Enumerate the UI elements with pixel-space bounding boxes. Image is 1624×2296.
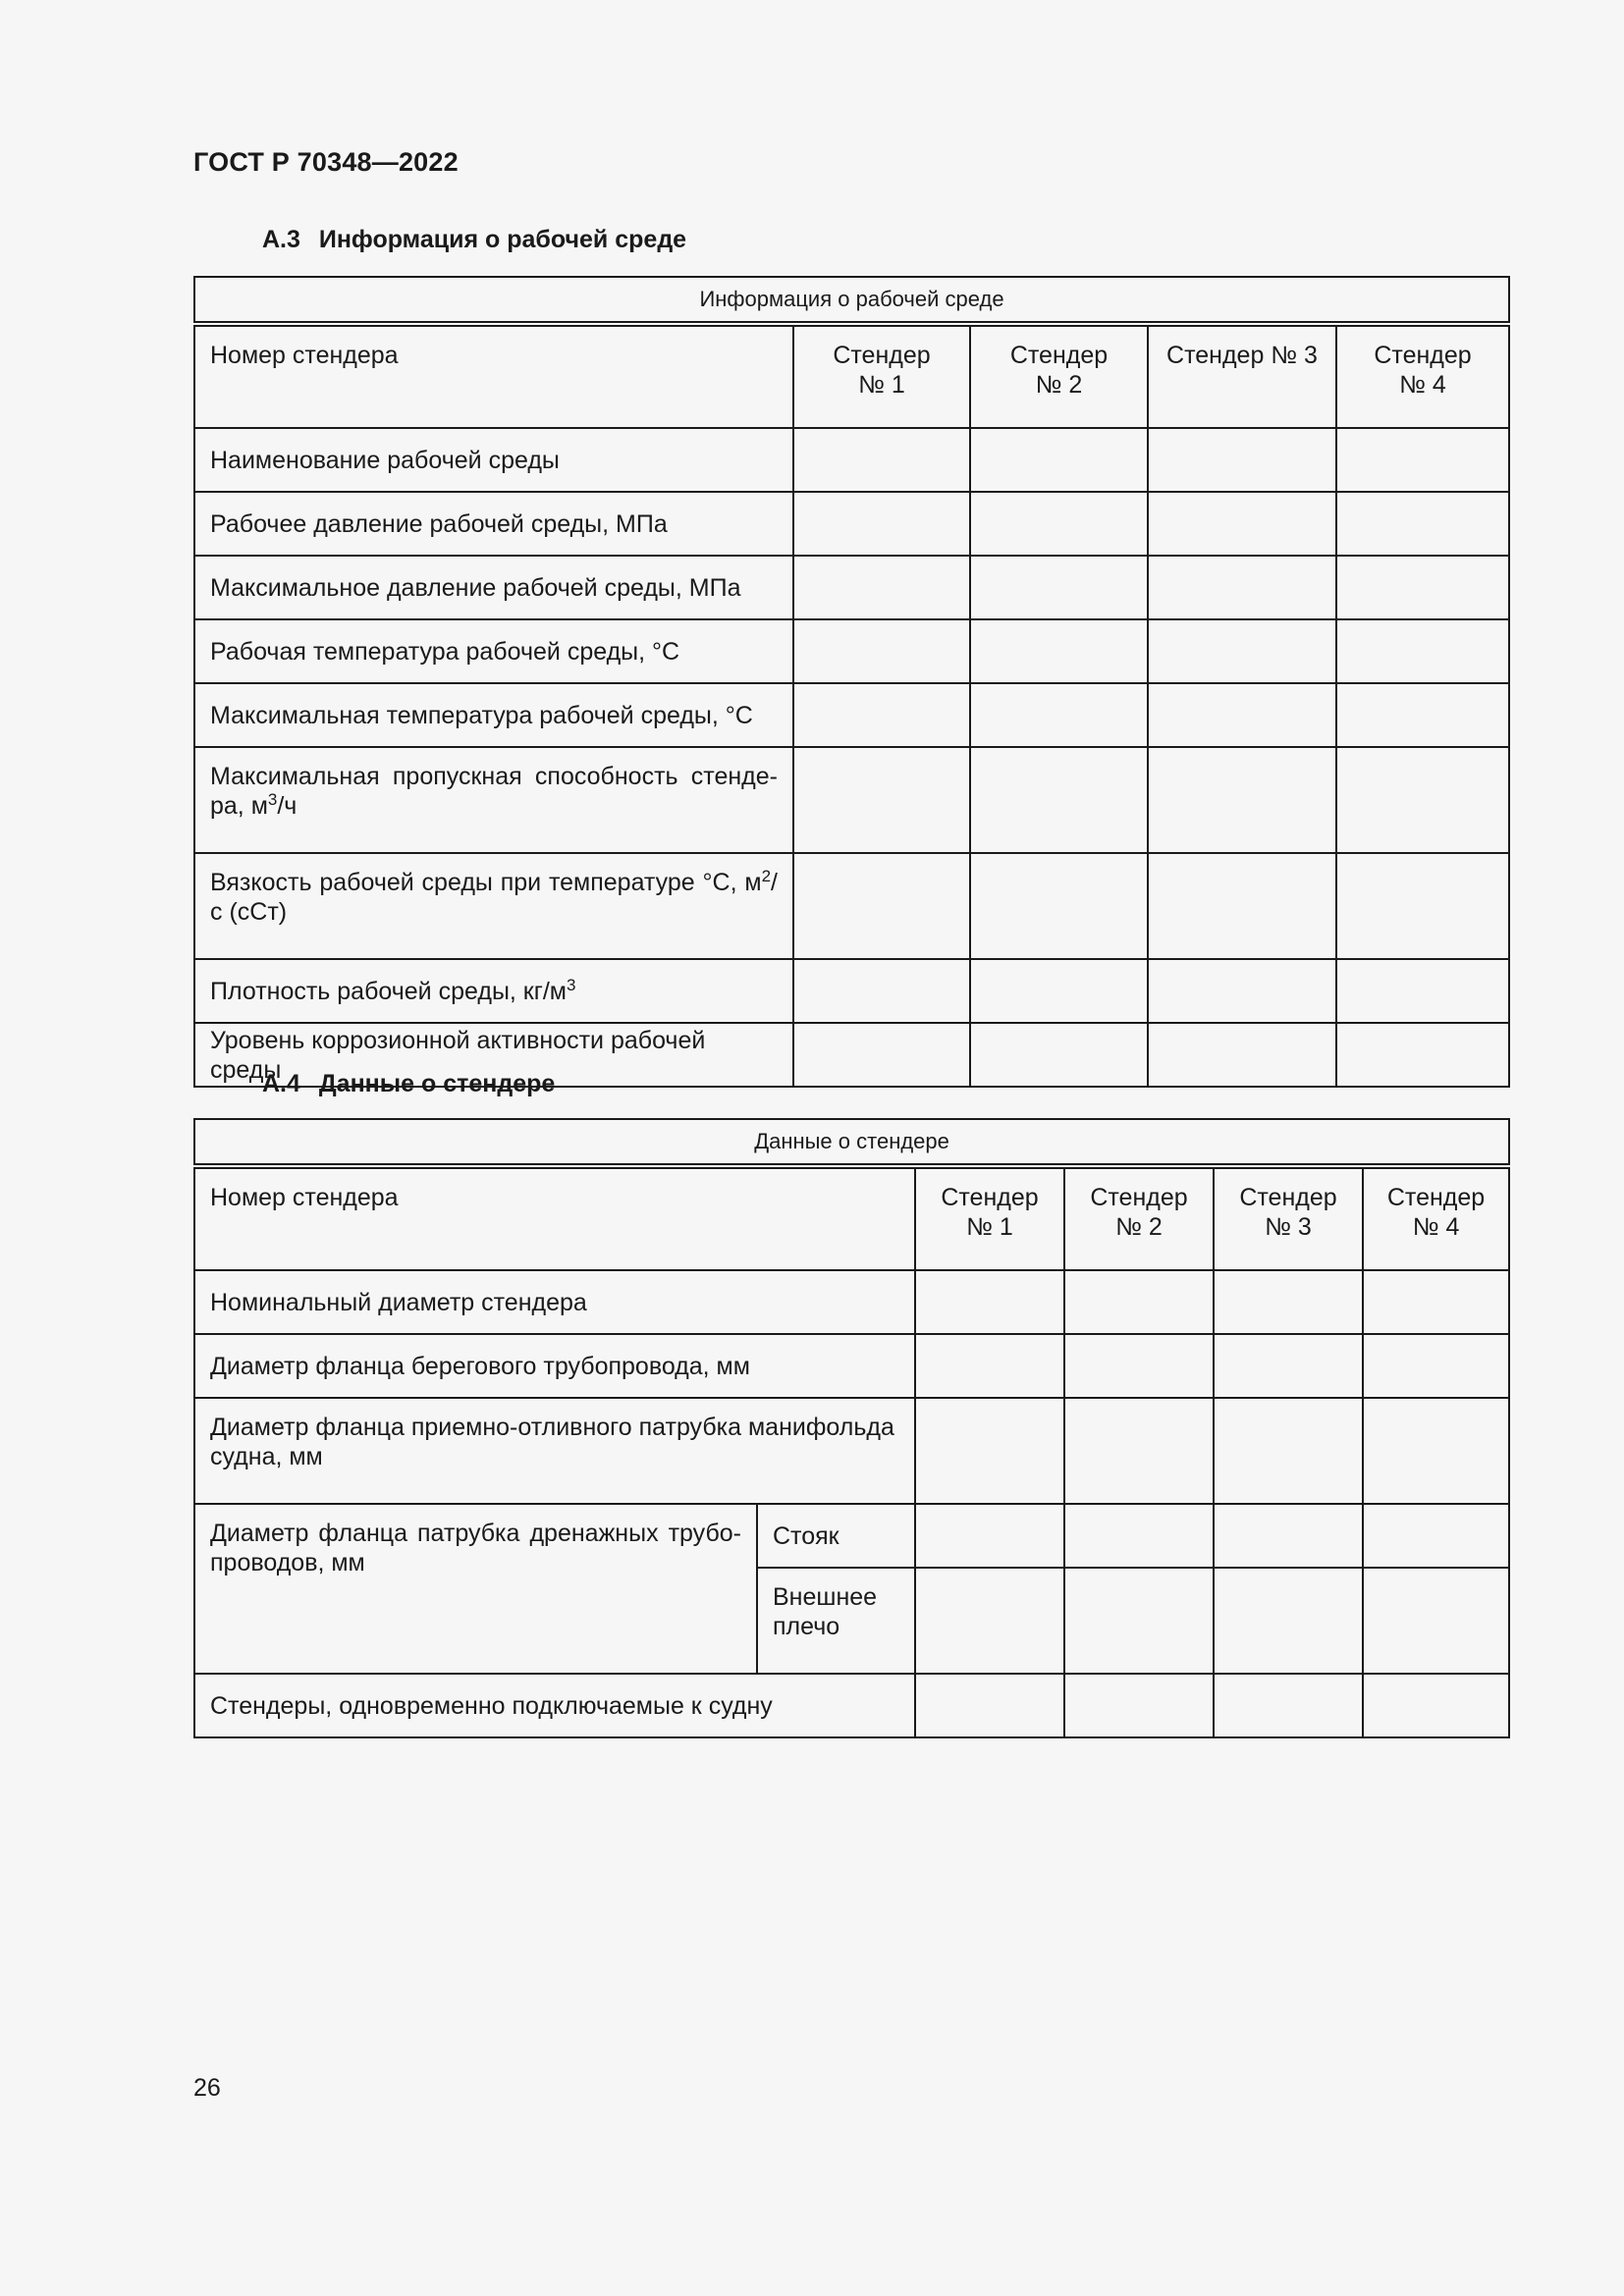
value-cell[interactable] xyxy=(1148,619,1336,683)
table-row xyxy=(194,683,1509,747)
row-label: Вязкость рабочей среды при температуре °С, $м^2/с$ (сСт) xyxy=(194,853,793,959)
value-cell[interactable] xyxy=(1336,492,1509,556)
value-cell[interactable] xyxy=(793,619,970,683)
value-cell[interactable] xyxy=(1363,1568,1509,1674)
value-cell[interactable] xyxy=(793,428,970,492)
section-a3-heading xyxy=(262,226,686,254)
value-cell[interactable] xyxy=(1148,492,1336,556)
value-cell[interactable] xyxy=(1363,1270,1509,1334)
section-a3-number: А.3 xyxy=(262,226,300,253)
table-row xyxy=(194,428,1509,492)
value-cell[interactable] xyxy=(1148,428,1336,492)
value-cell[interactable] xyxy=(970,853,1148,959)
value-cell[interactable] xyxy=(970,556,1148,619)
value-cell[interactable] xyxy=(915,1334,1064,1398)
row-label: Наименование рабочей среды xyxy=(194,428,793,492)
stender-data-table-caption: Данные о стендере xyxy=(194,1119,1509,1166)
value-cell[interactable] xyxy=(1148,853,1336,959)
row-label: Диаметр фланца патрубка дренажных трубо-проводов, мм xyxy=(194,1504,757,1674)
value-cell[interactable] xyxy=(1363,1674,1509,1737)
value-cell[interactable] xyxy=(1148,747,1336,853)
value-cell[interactable] xyxy=(915,1674,1064,1737)
table-row xyxy=(194,1270,1509,1334)
value-cell[interactable] xyxy=(1064,1398,1214,1504)
value-cell[interactable] xyxy=(1363,1504,1509,1568)
value-cell[interactable] xyxy=(915,1568,1064,1674)
value-cell[interactable] xyxy=(1336,853,1509,959)
value-cell[interactable] xyxy=(1148,556,1336,619)
value-cell[interactable] xyxy=(970,683,1148,747)
table-header-row xyxy=(194,324,1509,428)
value-cell[interactable] xyxy=(1148,959,1336,1023)
document-standard-code: ГОСТ Р 70348—2022 xyxy=(193,147,459,177)
column-header-1: Стендер № 1 xyxy=(915,1166,1064,1270)
table-row xyxy=(194,853,1509,959)
value-cell[interactable] xyxy=(793,492,970,556)
value-cell[interactable] xyxy=(793,1023,970,1087)
value-cell[interactable] xyxy=(1336,619,1509,683)
value-cell[interactable] xyxy=(1214,1334,1363,1398)
row-header-label: Номер стендера xyxy=(194,1166,915,1270)
table-row xyxy=(194,619,1509,683)
row-label: Плотность рабочей среды, $кг/м^3$ xyxy=(194,959,793,1023)
column-header-3: Стендер № 3 xyxy=(1148,324,1336,428)
section-a4-number: А.4 xyxy=(262,1070,300,1097)
working-medium-table-caption: Информация о рабочей среде xyxy=(194,277,1509,324)
value-cell[interactable] xyxy=(1148,683,1336,747)
value-cell[interactable] xyxy=(1214,1504,1363,1568)
section-a4-title: Данные о стендере xyxy=(318,1070,556,1097)
table-caption-row xyxy=(194,277,1509,324)
value-cell[interactable] xyxy=(1336,747,1509,853)
value-cell[interactable] xyxy=(1336,556,1509,619)
value-cell[interactable] xyxy=(1064,1674,1214,1737)
table-row xyxy=(194,556,1509,619)
value-cell[interactable] xyxy=(970,428,1148,492)
value-cell[interactable] xyxy=(970,492,1148,556)
table-row xyxy=(194,1334,1509,1398)
table-row xyxy=(194,1504,1509,1568)
value-cell[interactable] xyxy=(1214,1568,1363,1674)
value-cell[interactable] xyxy=(1336,683,1509,747)
value-cell[interactable] xyxy=(1214,1674,1363,1737)
value-cell[interactable] xyxy=(1214,1270,1363,1334)
value-cell[interactable] xyxy=(970,619,1148,683)
stender-data-table xyxy=(193,1118,1510,1738)
table-row xyxy=(194,1674,1509,1737)
row-label: Максимальное давление рабочей среды, МПа xyxy=(194,556,793,619)
value-cell[interactable] xyxy=(793,683,970,747)
value-cell[interactable] xyxy=(970,1023,1148,1087)
value-cell[interactable] xyxy=(970,747,1148,853)
row-label: Номинальный диаметр стендера xyxy=(194,1270,915,1334)
table-header-row xyxy=(194,1166,1509,1270)
section-a4-heading xyxy=(262,1070,555,1098)
value-cell[interactable] xyxy=(793,959,970,1023)
value-cell[interactable] xyxy=(1214,1398,1363,1504)
row-label: Максимальная температура рабочей среды, °С xyxy=(194,683,793,747)
value-cell[interactable] xyxy=(1148,1023,1336,1087)
column-header-4: Стендер № 4 xyxy=(1336,324,1509,428)
sub-row-label: Стояк xyxy=(757,1504,915,1568)
value-cell[interactable] xyxy=(970,959,1148,1023)
row-label: Стендеры, одновременно подключаемые к судну xyxy=(194,1674,915,1737)
column-header-1: Стендер № 1 xyxy=(793,324,970,428)
column-header-2: Стендер № 2 xyxy=(970,324,1148,428)
working-medium-table xyxy=(193,276,1510,1088)
row-header-label: Номер стендера xyxy=(194,324,793,428)
sub-row-label: Внешнее плечо xyxy=(757,1568,915,1674)
value-cell[interactable] xyxy=(1064,1568,1214,1674)
column-header-3: Стендер № 3 xyxy=(1214,1166,1363,1270)
value-cell[interactable] xyxy=(793,747,970,853)
value-cell[interactable] xyxy=(1064,1334,1214,1398)
table-row xyxy=(194,747,1509,853)
row-label: Уровень коррозионной активности рабочей среды xyxy=(194,1023,793,1087)
value-cell[interactable] xyxy=(793,853,970,959)
row-label: Рабочая температура рабочей среды, °С xyxy=(194,619,793,683)
value-cell[interactable] xyxy=(915,1504,1064,1568)
value-cell[interactable] xyxy=(1363,1398,1509,1504)
value-cell[interactable] xyxy=(1064,1504,1214,1568)
value-cell[interactable] xyxy=(1363,1334,1509,1398)
row-label: Максимальная пропускная способность стенде-ра, $м^3/ч$ xyxy=(194,747,793,853)
column-header-4: Стендер № 4 xyxy=(1363,1166,1509,1270)
value-cell[interactable] xyxy=(915,1270,1064,1334)
page-number: 26 xyxy=(193,2074,221,2102)
row-label: Рабочее давление рабочей среды, МПа xyxy=(194,492,793,556)
table-row xyxy=(194,959,1509,1023)
table-row xyxy=(194,492,1509,556)
value-cell[interactable] xyxy=(793,556,970,619)
value-cell[interactable] xyxy=(1336,1023,1509,1087)
table-row xyxy=(194,1398,1509,1504)
value-cell[interactable] xyxy=(1336,428,1509,492)
value-cell[interactable] xyxy=(1336,959,1509,1023)
table-caption-row xyxy=(194,1119,1509,1166)
row-label: Диаметр фланца берегового трубопровода, мм xyxy=(194,1334,915,1398)
value-cell[interactable] xyxy=(915,1398,1064,1504)
column-header-2: Стендер № 2 xyxy=(1064,1166,1214,1270)
section-a3-title: Информация о рабочей среде xyxy=(318,226,687,253)
row-label: Диаметр фланца приемно-отливного патрубка манифольда судна, мм xyxy=(194,1398,915,1504)
value-cell[interactable] xyxy=(1064,1270,1214,1334)
